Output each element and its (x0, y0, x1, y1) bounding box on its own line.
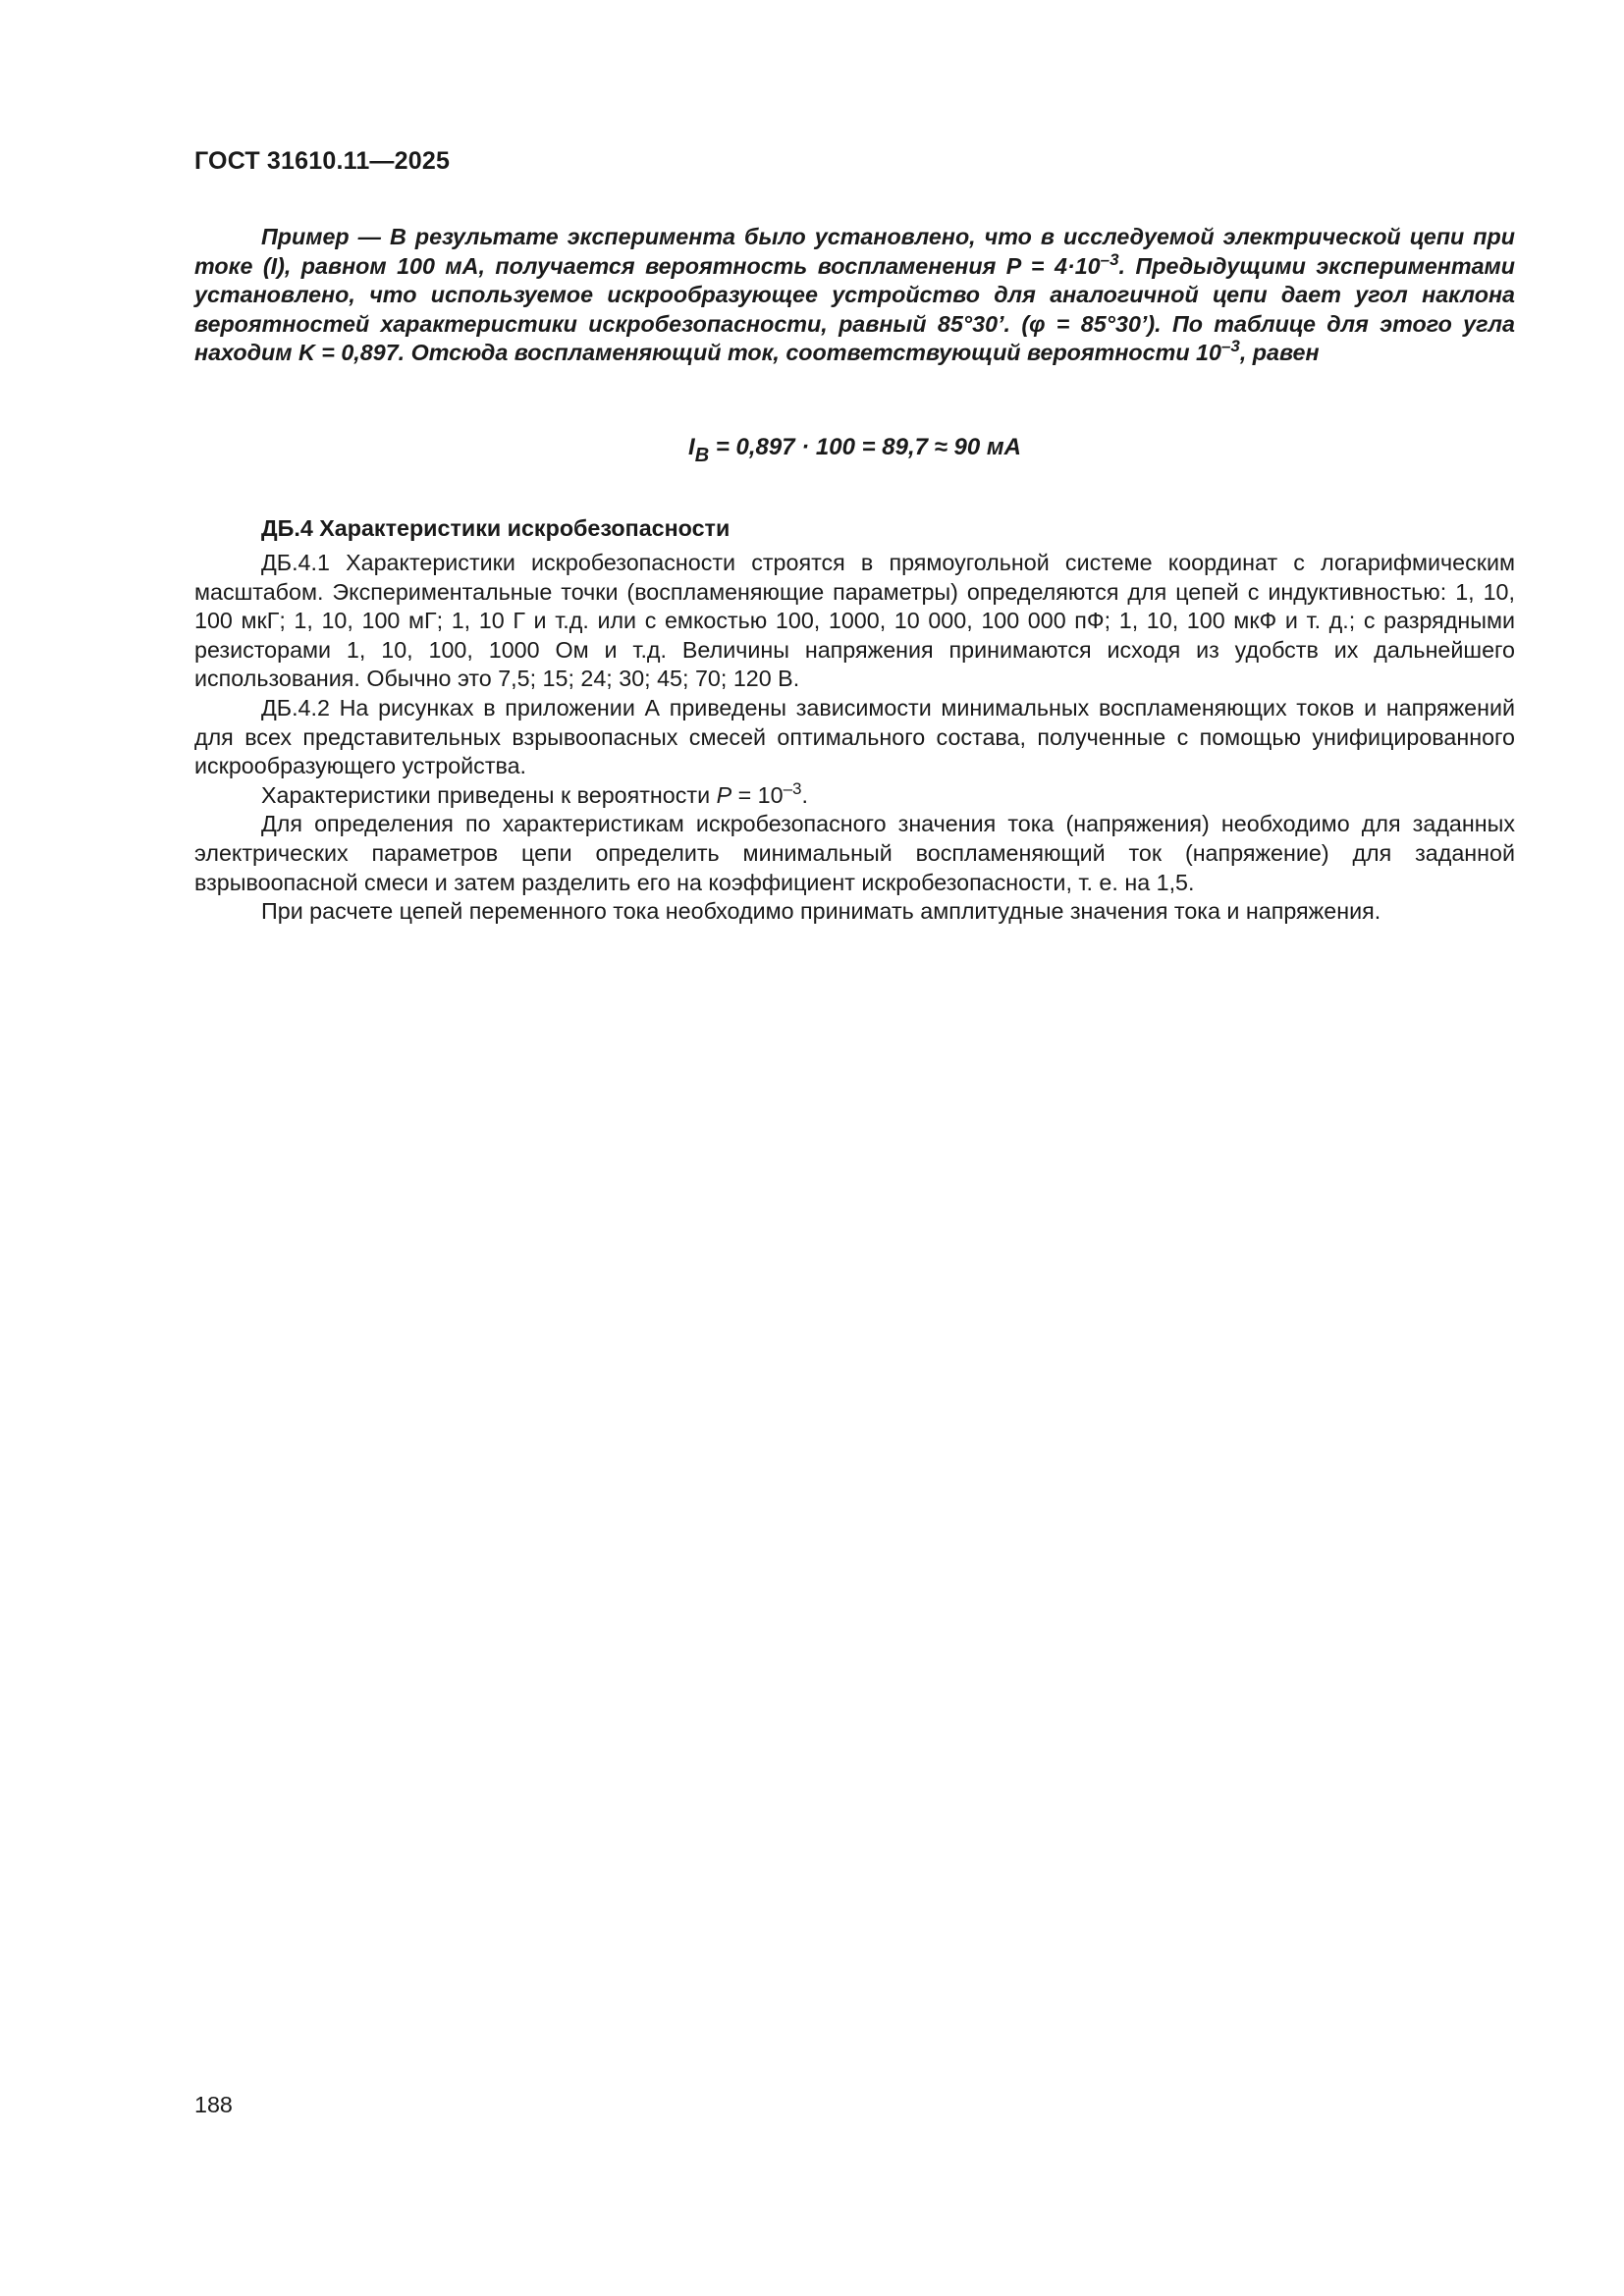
paragraph-determination: Для определения по характеристикам искробезопасного значения тока (напряжения) необходимо для заданных электрических параметров цепи определить минимальный воспламеняющий ток (напряжение) для заданной взрывоопасной смеси и затем разделить его на коэффициент искробезопасности, т. е. на 1,5. (194, 811, 1515, 895)
current-formula (194, 433, 1515, 466)
probability-equals: = 10 (731, 781, 784, 808)
example-exponent-1: –3 (1100, 249, 1119, 269)
paragraph-db-4-1: ДБ.4.1 Характеристики искробезопасности строятся в прямоугольной системе координат с логарифмическим масштабом. Экспериментальные точки (воспламеняющие параметры) определяются для цепей с индуктивностью: 1, 10, 100 мкГ; 1, 10, 100 мГ; 1, 10 Г и т.д. или с емкостью 100, 1000, 10 000, 100 000 пФ; 1, 10, 100 мкФ и т. д.; с разрядными резисторами 1, 10, 100, 1000 Ом и т.д. Величины напряжения принимаются исходя из удобств их дальнейшего использования. Обычно это 7,5; 15; 24; 30; 45; 70; 120 В. (194, 550, 1515, 692)
formula-subscript: B (694, 445, 710, 466)
example-exponent-2: –3 (1220, 337, 1240, 355)
section-body (194, 549, 1515, 927)
section-heading: ДБ.4 Характеристики искробезопасности (261, 515, 731, 541)
probability-variable: P (716, 781, 732, 808)
paragraph-ac-circuits: При расчете цепей переменного тока необходимо принимать амплитудные значения тока и напряжения. (261, 898, 1381, 925)
example-text-part-2: . Предыдущими экспериментами установлено, что используемое искрообразующее устройство для аналогичной цепи дает угол наклона вероятностей характеристики искробезопасности, равный 85°30’. (φ = 85°30’). По таблице для этого угла находим K = 0,897. Отсюда воспламеняющий ток, соответствующий вероятности 10 (194, 252, 1515, 365)
page-number: 188 (194, 2092, 233, 2117)
example-paragraph (194, 223, 1515, 368)
document-header: ГОСТ 31610.11—2025 (194, 147, 451, 175)
formula-expression: = 0,897 · 100 = 89,7 ≈ 90 мА (709, 434, 1021, 460)
example-text-part-1: Пример — В результате эксперимента было установлено, что в исследуемой электрической цепи при токе (I), равном 100 мА, получается вероятность воспламенения P = 4·10 (194, 224, 1515, 279)
paragraph-db-4-2: ДБ.4.2 На рисунках в приложении А приведены зависимости минимальных воспламеняющих токов и напряжений для всех представительных взрывоопасных смесей оптимального состава, полученные с помощью унифицированного искрообразующего устройства. (194, 694, 1515, 779)
probability-exponent: –3 (783, 778, 802, 798)
probability-text: Характеристики приведены к вероятности (261, 781, 717, 808)
formula-variable: I (688, 434, 695, 460)
example-text-part-3: , равен (1239, 340, 1320, 365)
probability-end: . (801, 781, 808, 808)
paragraph-probability (194, 778, 1515, 811)
